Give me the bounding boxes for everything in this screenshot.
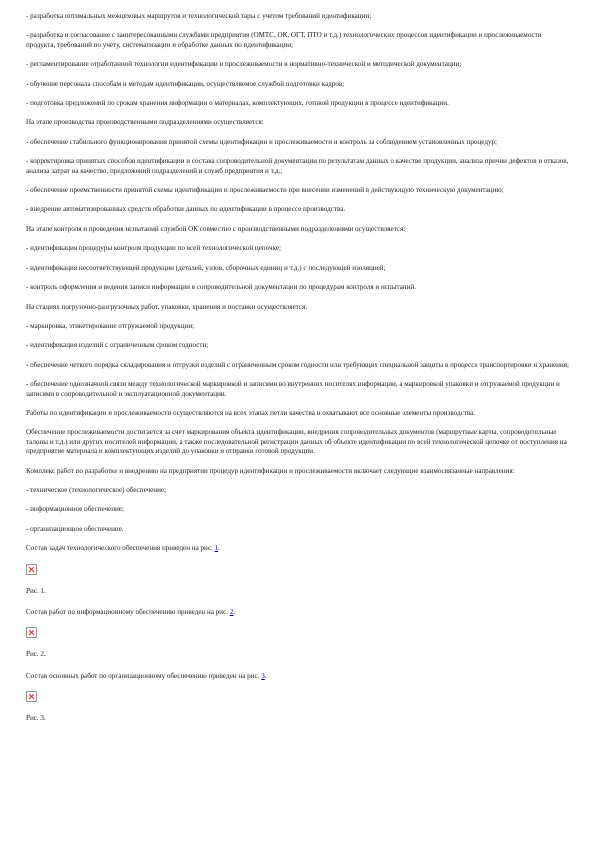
paragraph: - регламентирование отработанной технологии идентификации и прослеживаемости в нормативно-технической и методической документации; [26, 60, 462, 69]
paragraph: Работы по идентификации и прослеживаемости осуществляются на всех этапах петли качества и охватывают все основные элементы производства. [26, 408, 476, 417]
figure-link-3[interactable]: 3 [261, 671, 265, 680]
paragraph: - внедрение автоматизированных средств обработки данных по идентификации в процессе производства. [26, 205, 346, 214]
figure-link-2[interactable]: 2 [229, 608, 234, 616]
broken-image-icon [26, 627, 37, 638]
paragraph: - идентификация изделий с ограниченным сроком годности; [26, 341, 209, 350]
figure-reference-text [26, 608, 571, 617]
figure-intro-end: . [233, 608, 236, 616]
paragraph: - обеспечение преемственности принятой схемы идентификации и прослеживаемости при внесении изменений в действующую техническую документацию; [26, 186, 504, 195]
paragraph: - информационное обеспечение; [26, 505, 124, 514]
paragraph: - идентификация процедуры контроля продукции по всей технологической цепочке; [26, 244, 281, 253]
figure-intro-end: . [264, 671, 267, 680]
figure-intro: Состав задач технологического обеспечения приведен на рис. [26, 544, 215, 553]
paragraph: - обеспечение однозначной связи между технологической маркировкой и записями во внутренних носителях информации, а маркировкой упаковки и отгружаемой продукции и записями в сопроводительной и эксплуатационной документации. [26, 380, 560, 398]
paragraph: - обучение персонала способам и методам идентификации, осуществляемое службой подготовки кадров; [26, 79, 345, 88]
figure-reference-text [26, 544, 571, 553]
figure-caption: Рис. 3. [26, 714, 46, 723]
paragraph: - подготовка предложений по срокам хранения информации о материалах, комплектующих, готовой продукции в процессе идентификации. [26, 99, 449, 108]
paragraph: - корректировка принятых способов идентификации и состава сопроводительной документации по результатам данных о качестве продукции, анализа причин дефектов и отказов, анализа затрат на качество, предложений подразделений и служб предприятия и т.д.; [26, 157, 569, 175]
section-lead: На стадиях погрузочно-разгрузочных работ, упаковки, хранения и поставки осуществляется: [26, 302, 308, 311]
section-lead: На этапе контроля и проведения испытаний службой ОК совместно с производственными подразделениями осуществляется: [26, 224, 406, 233]
section-lead: На этапе производства производственными подразделениями осуществляется: [26, 118, 264, 127]
paragraph: Обеспечение прослеживаемости достигается за счет маркирования объекта идентификации, внедрения сопроводительных документов (маршрутные карты, сопроводительные талоны и т.д.) или других носителей информации, а также последовательной регистрации данных об объекте идентификации по всей технологической цепочке от поступления на предприятие материала и комплектующих изделий до упаковки и отправки готовой продукции. [26, 428, 567, 456]
paragraph: Комплекс работ по разработке и внедрению на предприятии процедур идентификации и прослеживаемости включает следующие взаимосвязанные направления: [26, 466, 515, 475]
paragraph: - идентификация несоответствующей продукции (деталей, узлов, сборочных единиц и т.д.) с последующей изоляцией; [26, 263, 386, 272]
figure-intro: Состав основных работ по организационному обеспечению приведен на рис. [26, 671, 262, 680]
figure-link-1[interactable]: 1 [214, 544, 219, 553]
figure-reference-text [26, 672, 571, 681]
paragraph: - техническое (технологическое) обеспечение; [26, 485, 166, 494]
paragraph: - контроль оформления и ведения записи информации в сопроводительной документации по процедурам контроля и испытаний. [26, 283, 416, 292]
document-page [26, 12, 571, 834]
figure-intro-end: . [218, 544, 220, 553]
paragraph: - обеспечение четкого порядка складирования и отгрузки изделий с ограниченным сроком годности или требующих специальной защиты в процессе транспортировки и хранения; [26, 360, 570, 369]
broken-image-icon [26, 691, 37, 702]
paragraph: - разработка и согласование с заинтересованными службами предприятия (ОМТС, ОК, ОГТ, ПТО и т.д.) технологических процессов идентификации и прослеживаемости продукта, требований по учету, систематизации и обработке данных по идентификации; [26, 31, 542, 49]
paragraph: - организационное обеспечение. [26, 524, 124, 533]
paragraph: - маркировка, этикетирование отгружаемой продукции; [26, 321, 195, 330]
figure-intro: Состав работ по информационному обеспечению приведен на рис. [26, 608, 230, 616]
broken-image-icon [26, 564, 37, 575]
figure-caption: Рис. 2. [26, 650, 46, 659]
figure-caption: Рис. 1. [26, 586, 46, 595]
paragraph: - обеспечение стабильного функционирования принятой схемы идентификации и прослеживаемости и контроль за соблюдением установленных процедур; [26, 137, 498, 146]
paragraph: - разработка оптимальных межцеховых маршрутов и технологической тары с учетом требований идентификации; [26, 12, 372, 20]
